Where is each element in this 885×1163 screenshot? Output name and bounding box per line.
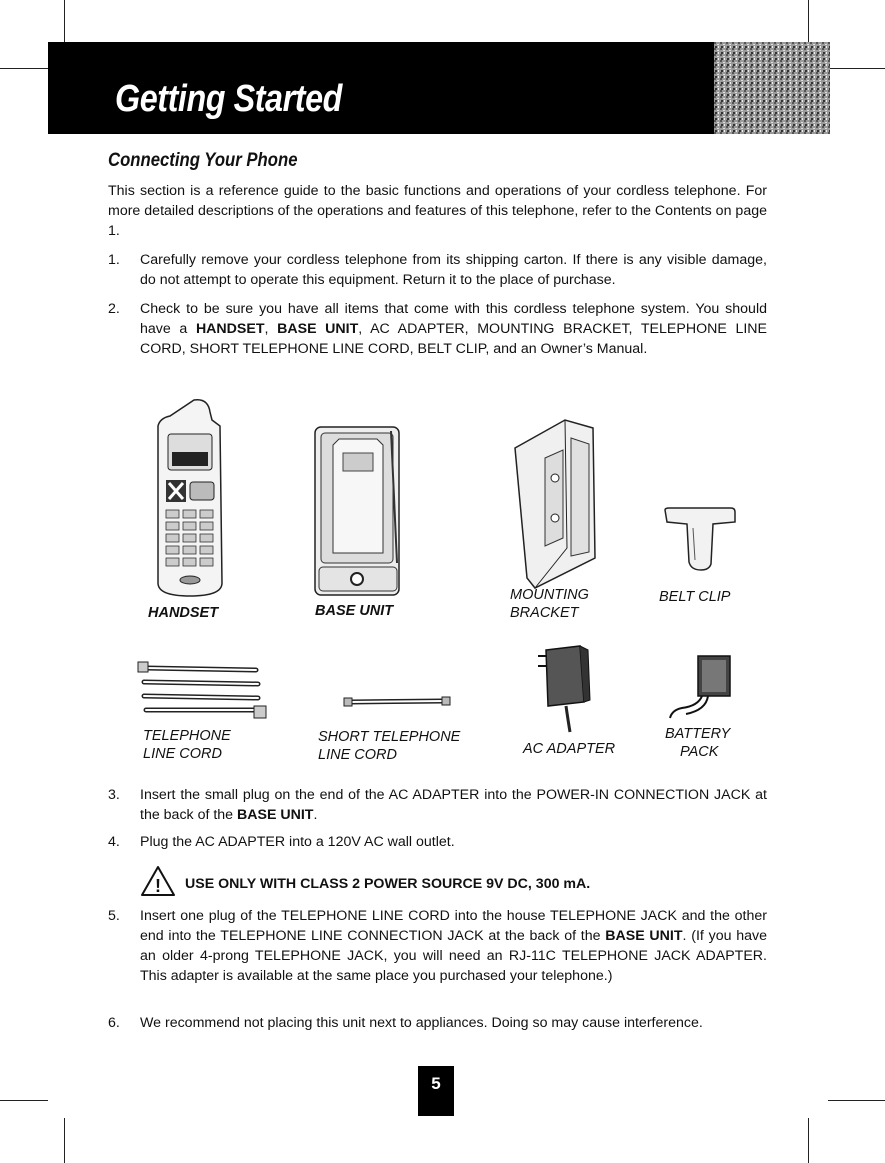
step-text-part: Insert one plug of the TELEPHONE LINE CORD into the house TELEPHONE JACK and the other end into the TELEPHONE LINE CONNECTION JACK at the back of the bbox=[140, 908, 767, 944]
warning-triangle-icon bbox=[140, 865, 176, 897]
step-text: Carefully remove your cordless telephone from its shipping carton. If there is any visible damage, do not attempt to operate this equipment. Return it to the place of purchase. bbox=[140, 252, 767, 288]
caption-belt-clip: BELT CLIP bbox=[659, 589, 731, 605]
belt-clip-illustration bbox=[663, 506, 737, 572]
step-text bbox=[140, 785, 767, 825]
step-bold-base-unit: BASE UNIT bbox=[237, 807, 314, 823]
header-texture bbox=[714, 42, 830, 134]
caption-ac-adapter: AC ADAPTER bbox=[523, 741, 616, 757]
step-text-part: Check to be sure you have all items that come with this cordless telephone system. You should have a bbox=[140, 301, 767, 337]
crop-mark bbox=[808, 0, 809, 44]
section-title: Connecting Your Phone bbox=[108, 150, 298, 171]
step-text: We recommend not placing this unit next to appliances. Doing so may cause interference. bbox=[140, 1015, 703, 1031]
warning-text: USE ONLY WITH CLASS 2 POWER SOURCE 9V DC, 300 mA. bbox=[185, 876, 591, 892]
base-unit-illustration bbox=[313, 425, 403, 597]
step-text-part: Insert the small plug on the end of the AC ADAPTER into the POWER-IN CONNECTION JACK at the back of the bbox=[140, 787, 767, 823]
step-number: 3. bbox=[108, 787, 120, 803]
step-bold-base-unit: BASE UNIT bbox=[277, 321, 359, 337]
handset-illustration bbox=[150, 398, 230, 598]
step-text bbox=[140, 906, 767, 986]
step-text: Plug the AC ADAPTER into a 120V AC wall outlet. bbox=[140, 834, 455, 850]
step-number: 1. bbox=[108, 252, 120, 268]
step-text-part: . (If you have an older 4-prong TELEPHONE JACK, you will need an RJ-11C TELEPHONE JACK ADAPTER. This adapter is available at the same place you purchased your telephone.) bbox=[140, 928, 767, 984]
crop-mark bbox=[828, 1100, 885, 1101]
intro-paragraph: This section is a reference guide to the basic functions and operations of your cordless telephone. For more detailed descriptions of the operations and features of this telephone, refer to the Contents on page 1. bbox=[108, 183, 767, 239]
caption-base-unit: BASE UNIT bbox=[315, 603, 394, 619]
caption-mounting-bracket-line2: BRACKET bbox=[510, 605, 579, 621]
caption-battery-line2: PACK bbox=[680, 744, 719, 760]
caption-line-cord-line2: LINE CORD bbox=[143, 746, 222, 762]
ac-adapter-illustration bbox=[536, 644, 592, 734]
caption-short-cord-line1: SHORT TELEPHONE bbox=[318, 729, 461, 745]
crop-mark bbox=[830, 68, 885, 69]
mounting-bracket-illustration bbox=[505, 418, 600, 590]
caption-line-cord-line1: TELEPHONE bbox=[143, 728, 231, 744]
page-number: 5 bbox=[418, 1066, 454, 1116]
step-text-part: , AC ADAPTER, MOUNTING BRACKET, TELEPHONE LINE CORD, SHORT TELEPHONE LINE CORD, BELT CLIP, and an Owner’s Manual. bbox=[140, 321, 767, 357]
step-bold-handset: HANDSET bbox=[195, 321, 265, 337]
page-title: Getting Started bbox=[115, 78, 342, 120]
caption-short-cord-line2: LINE CORD bbox=[318, 747, 397, 763]
crop-mark bbox=[64, 1118, 65, 1163]
crop-mark bbox=[808, 1118, 809, 1163]
step-number: 2. bbox=[108, 301, 120, 317]
step-bold-base-unit: BASE UNIT bbox=[605, 928, 683, 944]
step-text-part: . bbox=[313, 807, 318, 823]
battery-pack-illustration bbox=[668, 654, 734, 720]
crop-mark bbox=[64, 0, 65, 44]
crop-mark bbox=[0, 68, 48, 69]
warning-symbol: ! bbox=[155, 876, 161, 896]
crop-mark bbox=[0, 1100, 48, 1101]
step-number: 4. bbox=[108, 834, 120, 850]
caption-mounting-bracket-line1: MOUNTING bbox=[510, 587, 589, 603]
telephone-line-cord-illustration bbox=[136, 660, 268, 722]
step-number: 5. bbox=[108, 908, 120, 924]
caption-handset: HANDSET bbox=[148, 605, 219, 621]
short-line-cord-illustration bbox=[344, 696, 450, 708]
step-text-part: , bbox=[264, 321, 278, 337]
step-number: 6. bbox=[108, 1015, 120, 1031]
caption-battery-line1: BATTERY bbox=[665, 726, 731, 742]
step-text bbox=[140, 299, 767, 359]
